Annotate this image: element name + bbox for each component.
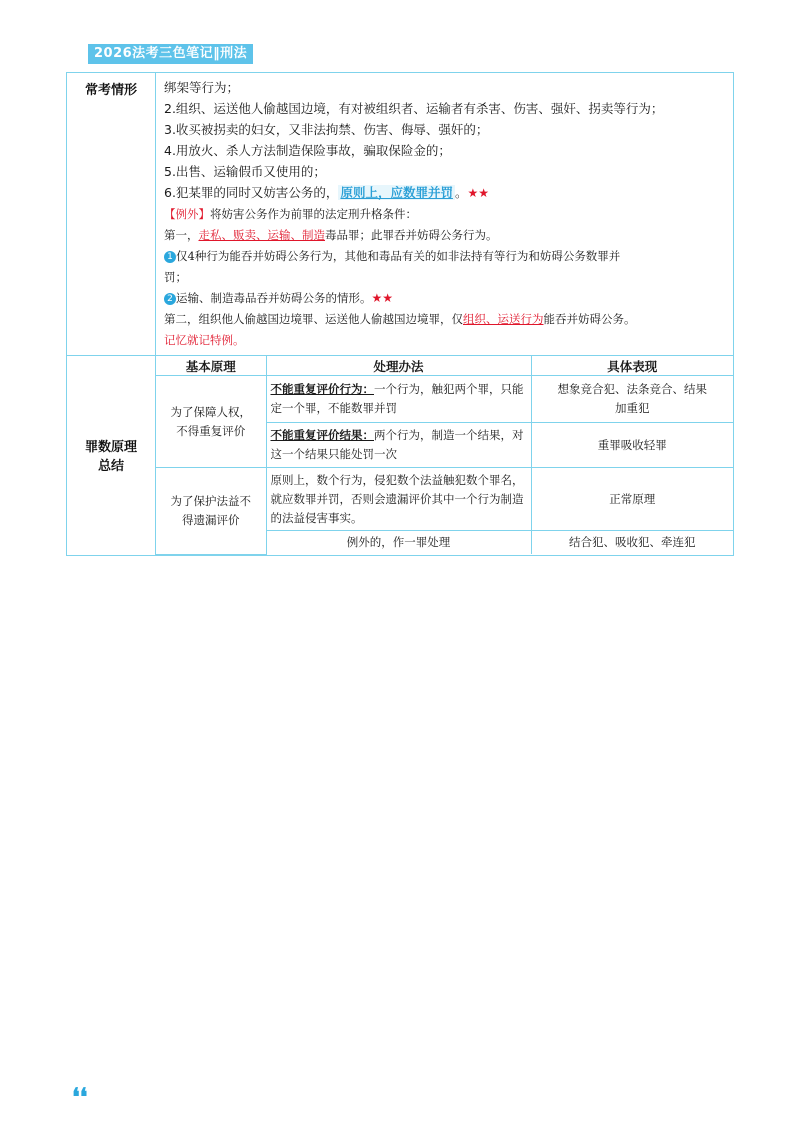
quote-mark-icon: ❛❛ — [72, 1082, 88, 1111]
point-2-text: 运输、制造毒品吞并妨碍公务的情形。 — [176, 291, 372, 305]
point-2 — [164, 288, 725, 309]
section-label-frequent-cases: 常考情形 — [67, 73, 156, 356]
method-bold-label: 不能重复评价行为： — [270, 382, 374, 396]
exception-text: 将妨害公务作为前罪的法定刑升格条件： — [210, 207, 417, 221]
case-line: 2.组织、运送他人偷越国边境，有对被组织者、运输者有杀害、伤害、强奸、拐卖等行为； — [164, 101, 664, 116]
crime-count-subtable — [156, 356, 733, 555]
number-badge-1: 1 — [164, 251, 176, 263]
exception-intro — [164, 204, 725, 225]
point-1 — [164, 246, 725, 267]
case-6-text: 6.犯某罪的同时又妨害公务的， — [164, 185, 339, 200]
memo-note: 记忆就记特例。 — [164, 333, 245, 347]
detail-absorption: 重罪吸收轻罪 — [531, 423, 733, 468]
method-no-double-act — [266, 376, 531, 423]
case-line-6 — [164, 182, 725, 204]
detail-combined-crimes: 结合犯、吸收犯、牵连犯 — [531, 531, 733, 555]
detail-normal-principle: 正常原理 — [531, 468, 733, 531]
method-text: 两个行为，制造一个结果，对这一个结果只能处罚一次 — [270, 428, 524, 461]
importance-stars-2: ★★ — [371, 291, 394, 305]
exception-second — [164, 309, 725, 330]
case-line: 4.用放火、杀人方法制造保险事故，骗取保险金的； — [164, 143, 451, 158]
method-exception-single: 例外的，作一罪处理 — [266, 531, 531, 555]
number-badge-2: 2 — [164, 293, 176, 305]
exception-first — [164, 225, 725, 246]
importance-stars: ★★ — [467, 186, 489, 200]
subtable-row — [156, 376, 733, 423]
header-handling-method: 处理办法 — [266, 356, 531, 376]
frequent-cases-row — [67, 73, 734, 356]
first-red-acts: 走私、贩卖、运输、制造 — [198, 228, 325, 242]
first-prefix: 第一， — [164, 228, 199, 242]
second-red-acts: 组织、运送行为 — [463, 312, 544, 326]
first-suffix: 毒品罪；此罪吞并妨碍公务行为。 — [325, 228, 498, 242]
subtable-row — [156, 468, 733, 531]
case-line: 3.收买被拐卖的妇女，又非法拘禁、伤害、侮辱、强奸的； — [164, 122, 489, 137]
case-6-period: 。 — [454, 185, 468, 200]
detail-concurrence: 想象竞合犯、法条竞合、结果加重犯 — [531, 376, 733, 423]
method-text: 一个行为，触犯两个罪，只能定一个罪，不能数罪并罚 — [270, 382, 524, 415]
method-cumulative-punishment: 原则上，数个行为，侵犯数个法益触犯数个罪名，就应数罪并罚，否则会遗漏评价其中一个行为制造的法益侵害事实。 — [266, 468, 531, 531]
subtable-header-row — [156, 356, 733, 376]
header-basic-principle: 基本原理 — [156, 356, 266, 376]
frequent-cases-content — [156, 73, 734, 356]
case-line: 绑架等行为； — [164, 80, 240, 95]
second-prefix: 第二，组织他人偷越国边境罪、运送他人偷越国边境罪，仅 — [164, 312, 463, 326]
section-label-crime-count: 罪数原理总结 — [67, 356, 156, 556]
crime-count-subtable-cell — [156, 356, 734, 556]
case-line: 5.出售、运输假币又使用的； — [164, 164, 326, 179]
second-suffix: 能吞并妨碍公务。 — [543, 312, 636, 326]
notes-table — [66, 72, 734, 556]
point-1-text: 仅4种行为能吞并妨碍公务行为，其他和毒品有关的如非法持有等行为和妨碍公务数罪并 — [176, 249, 621, 263]
crime-count-summary-row — [67, 356, 734, 556]
header-specific-manifestation: 具体表现 — [531, 356, 733, 376]
point-1-continued: 罚； — [164, 270, 187, 284]
method-no-double-result — [266, 423, 531, 468]
principle-protect-interests: 为了保护法益不得遗漏评价 — [156, 468, 266, 555]
method-bold-label: 不能重复评价结果： — [270, 428, 374, 442]
exception-tag: 【例外】 — [164, 207, 210, 221]
highlight-principle: 原则上，应数罪并罚 — [340, 185, 453, 200]
principle-protect-rights: 为了保障人权，不得重复评价 — [156, 376, 266, 468]
notes-header-tag: 2026法考三色笔记‖刑法 — [88, 44, 253, 64]
